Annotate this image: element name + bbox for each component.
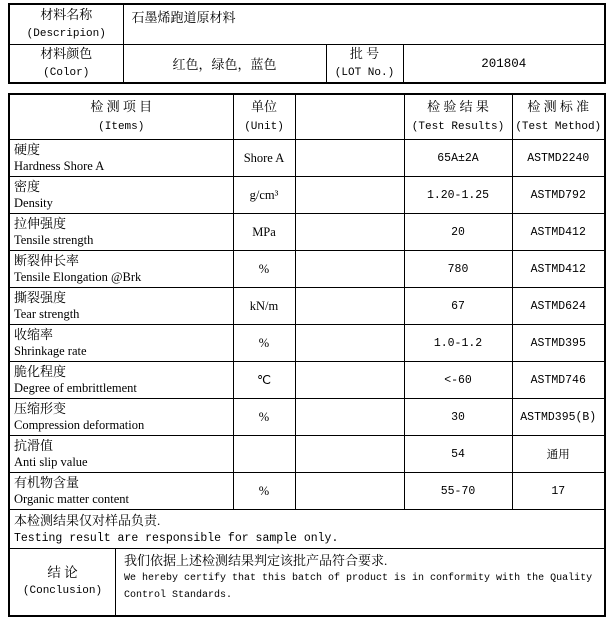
method-value: ASTMD395(B): [512, 399, 604, 436]
item-name-cell: [10, 251, 233, 288]
material-name-label-cn: 材料名称: [40, 7, 93, 22]
item-name-en: Anti slip value: [14, 455, 88, 469]
unit-value: %: [233, 473, 295, 510]
item-name-cn: 脆化程度: [14, 364, 67, 379]
unit-value: g/cm³: [233, 177, 295, 214]
result-value: 780: [404, 251, 512, 288]
lot-label-en: (LOT No.): [334, 67, 395, 79]
header-method-cell: [512, 95, 604, 140]
sample-note-en: Testing result are responsible for sample only.: [14, 532, 339, 545]
table-row-tear-strength: [10, 288, 604, 325]
lot-label-cell: [326, 45, 403, 83]
item-name-en: Shrinkage rate: [14, 344, 87, 358]
table-row-embrittlement: [10, 362, 604, 399]
method-value: ASTMD792: [512, 177, 604, 214]
item-name-cell: [10, 325, 233, 362]
item-name-cell: [10, 288, 233, 325]
conclusion-text-cn: 我们依据上述检测结果判定该批产品符合要求.: [124, 553, 388, 568]
result-value: 1.0-1.2: [404, 325, 512, 362]
table-row-anti-slip: [10, 436, 604, 473]
unit-value: %: [233, 399, 295, 436]
item-name-cell: [10, 473, 233, 510]
unit-value: %: [233, 251, 295, 288]
material-name-value: 石墨烯跑道原材料: [123, 5, 604, 45]
material-color-label-cn: 材料颜色: [40, 46, 93, 61]
material-color-label-en: (Color): [43, 67, 90, 79]
conclusion-label-cell: [10, 549, 116, 615]
empty-cell: [295, 214, 404, 251]
header-unit-cell: [233, 95, 295, 140]
item-name-cell: [10, 362, 233, 399]
table-row-tensile-strength: [10, 214, 604, 251]
item-name-en: Tensile strength: [14, 233, 94, 247]
lot-label-cn: 批 号: [349, 46, 380, 61]
conclusion-label-cn: 结 论: [47, 565, 78, 580]
empty-cell: [295, 325, 404, 362]
empty-cell: [295, 140, 404, 177]
item-name-cn: 收缩率: [14, 327, 54, 342]
method-value: ASTMD412: [512, 214, 604, 251]
header-results-cell: [404, 95, 512, 140]
unit-value: kN/m: [233, 288, 295, 325]
header-method-cn: 检 测 标 准: [527, 99, 590, 114]
conclusion-section: [10, 548, 604, 615]
result-value: 65A±2A: [404, 140, 512, 177]
result-value: 20: [404, 214, 512, 251]
item-name-en: Tear strength: [14, 307, 80, 321]
test-result-table: [8, 93, 606, 617]
header-results-en: (Test Results): [411, 121, 505, 133]
header-unit-en: (Unit): [244, 121, 284, 133]
unit-value: %: [233, 325, 295, 362]
table-row-shrinkage: [10, 325, 604, 362]
header-unit-cn: 单位: [250, 99, 277, 114]
material-name-label-en: (Descripion): [26, 28, 106, 40]
header-items-cn: 检 测 项 目: [90, 99, 153, 114]
header-results-cn: 检 验 结 果: [427, 99, 489, 114]
table-header-row: [10, 95, 604, 140]
method-value: 通用: [512, 436, 604, 473]
lot-value: 201804: [481, 56, 527, 71]
unit-value: [233, 436, 295, 473]
item-name-en: Organic matter content: [14, 492, 130, 506]
item-name-cell: [10, 140, 233, 177]
empty-cell: [295, 177, 404, 214]
header-items-en: (Items): [98, 121, 145, 133]
item-name-en: Compression deformation: [14, 418, 145, 432]
result-value: 1.20-1.25: [404, 177, 512, 214]
unit-value: MPa: [233, 214, 295, 251]
method-value: ASTMD395: [512, 325, 604, 362]
item-name-cn: 硬度: [14, 142, 41, 157]
empty-cell: [295, 288, 404, 325]
item-name-cell: [10, 177, 233, 214]
item-name-cn: 抗滑值: [14, 438, 54, 453]
empty-cell: [295, 362, 404, 399]
empty-cell: [295, 399, 404, 436]
conclusion-label-en: (Conclusion): [22, 585, 103, 597]
result-value: 54: [404, 436, 512, 473]
unit-value: Shore A: [233, 140, 295, 177]
result-value: 67: [404, 288, 512, 325]
item-name-en: Hardness Shore A: [14, 159, 105, 173]
material-info-table: [8, 3, 606, 84]
result-value: 30: [404, 399, 512, 436]
item-name-en: Density: [14, 196, 53, 210]
sample-note-cn: 本检测结果仅对样品负责.: [14, 513, 161, 528]
method-value: ASTMD412: [512, 251, 604, 288]
item-name-cn: 密度: [14, 179, 41, 194]
method-value: ASTMD624: [512, 288, 604, 325]
header-method-en: (Test Method): [515, 121, 602, 133]
table-row-density: [10, 177, 604, 214]
conclusion-text-en: We hereby certify that this batch of product is in conformity with the Quality Control Standards.: [124, 573, 593, 601]
header-empty-cell: [295, 95, 404, 140]
item-name-cell: [10, 399, 233, 436]
item-name-cn: 撕裂强度: [14, 290, 67, 305]
table-row-elongation: [10, 251, 604, 288]
empty-cell: [295, 436, 404, 473]
material-name-row: [10, 5, 604, 45]
material-name-label-cell: [10, 5, 123, 45]
item-name-cn: 有机物含量: [14, 475, 80, 490]
method-value: 17: [512, 473, 604, 510]
header-items-cell: [10, 95, 233, 140]
item-name-en: Tensile Elongation @Brk: [14, 270, 142, 284]
item-name-cn: 拉伸强度: [14, 216, 67, 231]
item-name-en: Degree of embrittlement: [14, 381, 137, 395]
table-row-hardness: [10, 140, 604, 177]
item-name-cn: 断裂伸长率: [14, 253, 80, 268]
sample-note: [10, 510, 604, 548]
method-value: ASTMD746: [512, 362, 604, 399]
item-name-cell: [10, 436, 233, 473]
unit-value: ℃: [233, 362, 295, 399]
conclusion-body-cell: [116, 549, 604, 615]
empty-cell: [295, 473, 404, 510]
method-value: ASTMD2240: [512, 140, 604, 177]
item-name-cn: 压缩形变: [14, 401, 67, 416]
table-row-organic-content: [10, 473, 604, 510]
empty-cell: [295, 251, 404, 288]
result-value: 55-70: [404, 473, 512, 510]
result-value: <-60: [404, 362, 512, 399]
material-color-value: 红色，绿色，蓝色: [123, 45, 326, 83]
material-color-row: [10, 45, 604, 83]
item-name-cell: [10, 214, 233, 251]
material-color-label-cell: [10, 45, 123, 83]
table-row-compression: [10, 399, 604, 436]
